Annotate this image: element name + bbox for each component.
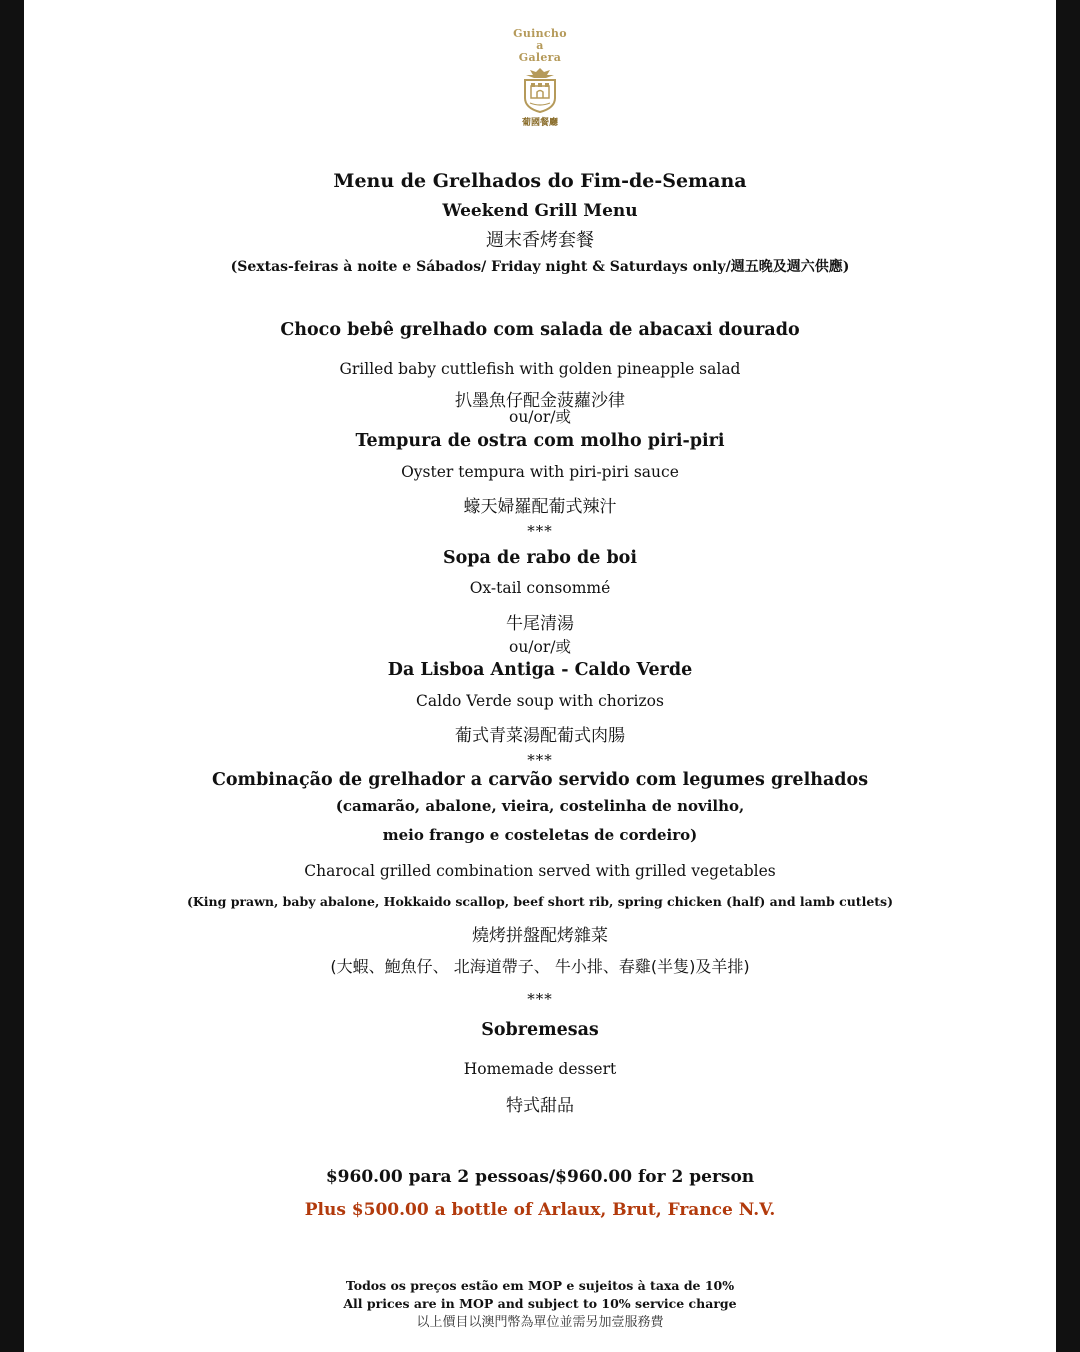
course-separator-1: *** [527, 522, 553, 540]
starter-or: ou/or/或 [508, 408, 571, 426]
logo-word-2: a [536, 39, 544, 52]
menu-title-en: Weekend Grill Menu [442, 201, 638, 221]
dessert-cn: 特式甜品 [506, 1096, 574, 1116]
availability-note: (Sextas-feiras à noite e Sábados/ Friday night & Saturdays only/週五晚及週六供應) [230, 259, 850, 275]
dessert-pt: Sobremesas [481, 1020, 599, 1040]
starter-2-cn: 蠔天婦羅配葡式辣汁 [463, 497, 617, 517]
starter-1-en: Grilled baby cuttlefish with golden pineapple salad [339, 360, 741, 378]
main-en-line-2: (King prawn, baby abalone, Hokkaido scallop, beef short rib, spring chicken (half) and lamb cutlets) [187, 894, 893, 909]
course-separator-3: *** [527, 990, 553, 1008]
footer-cn: 以上價目以澳門幣為單位並需另加壹服務費 [416, 1315, 664, 1330]
footer-pt: Todos os preços estão em MOP e sujeitos à taxa de 10% [345, 1278, 735, 1293]
menu-title-pt: Menu de Grelhados do Fim-de-Semana [333, 170, 747, 192]
soup-1-cn: 牛尾清湯 [506, 614, 574, 634]
course-separator-2: *** [527, 751, 553, 769]
restaurant-logo [510, 28, 570, 133]
soup-2-cn: 葡式青菜湯配葡式肉腸 [455, 726, 625, 746]
soup-1-pt: Sopa de rabo de boi [442, 548, 638, 568]
wine-offer: Plus $500.00 a bottle of Arlaux, Brut, France N.V. [304, 1200, 776, 1220]
starter-1-pt: Choco bebê grelhado com salada de abacaxi dourado [280, 320, 800, 340]
menu-title-cn: 週末香烤套餐 [486, 230, 594, 251]
main-cn-line-2: (大蝦、鮑魚仔、 北海道帶子、 牛小排、春雞(半隻)及羊排) [330, 957, 750, 976]
logo-chinese: 葡國餐廳 [521, 118, 558, 128]
starter-2-en: Oyster tempura with piri-piri sauce [401, 463, 679, 481]
starter-1-cn: 扒墨魚仔配金菠蘿沙律 [455, 391, 625, 411]
main-pt-line-1: Combinação de grelhador a carvão servido com legumes grelhados [211, 770, 869, 790]
logo-word-1: Guincho [513, 27, 567, 40]
footer-en: All prices are in MOP and subject to 10% service charge [343, 1296, 737, 1311]
set-price: $960.00 para 2 pessoas/$960.00 for 2 person [325, 1167, 755, 1187]
main-pt-line-2: (camarão, abalone, vieira, costelinha de novilho, [335, 797, 745, 815]
soup-or: ou/or/或 [508, 638, 571, 656]
main-pt-line-3: meio frango e costeletas de cordeiro) [382, 826, 698, 844]
main-cn-line-1: 燒烤拼盤配烤雜菜 [472, 926, 608, 946]
dessert-en: Homemade dessert [463, 1060, 617, 1078]
crest-icon [520, 66, 560, 114]
soup-2-en: Caldo Verde soup with chorizos [416, 692, 664, 710]
main-en-line-1: Charocal grilled combination served with grilled vegetables [304, 862, 776, 880]
logo-word-3: Galera [518, 51, 562, 64]
menu-page [24, 0, 1056, 1352]
soup-1-en: Ox-tail consommé [469, 579, 611, 597]
starter-2-pt: Tempura de ostra com molho piri-piri [355, 431, 725, 451]
soup-2-pt: Da Lisboa Antiga - Caldo Verde [387, 660, 693, 680]
